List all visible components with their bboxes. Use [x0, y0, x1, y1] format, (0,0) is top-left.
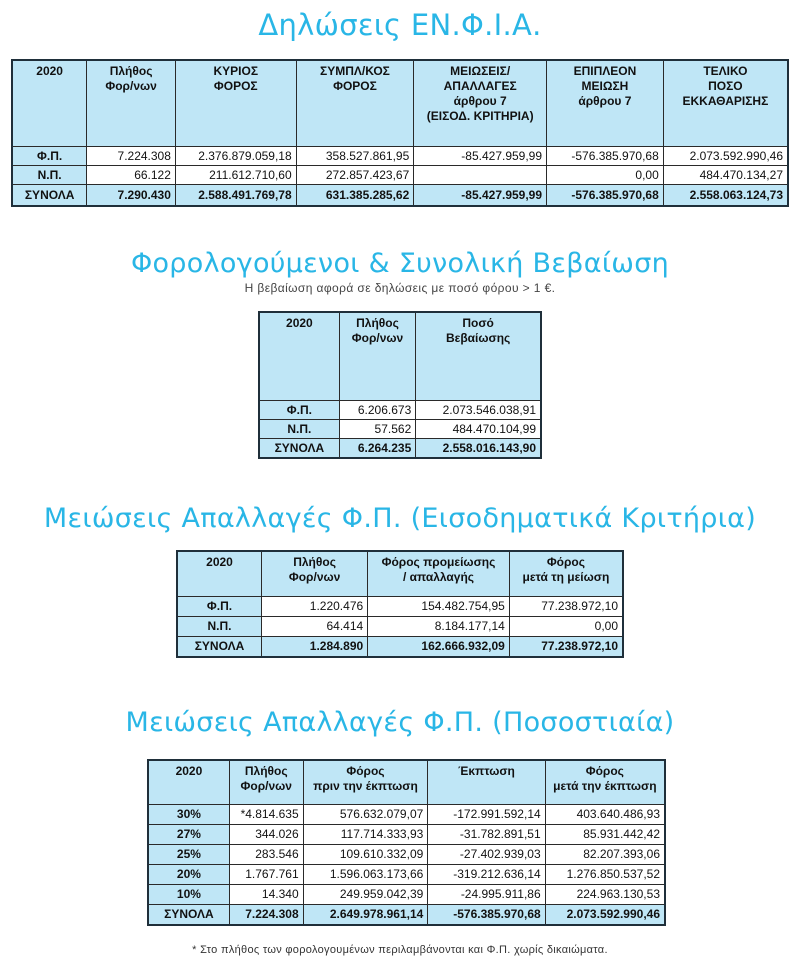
table-row	[259, 419, 541, 438]
column-header: Φόρος πριν την έκπτωση	[303, 760, 428, 804]
table-cell: 1.596.063.173,66	[303, 864, 428, 884]
total-cell: 77.238.972,10	[509, 636, 623, 657]
total-row	[148, 904, 665, 925]
row-label: Φ.Π.	[177, 596, 262, 616]
table-cell: *4.814.635	[229, 804, 303, 824]
column-header: Έκπτωση	[428, 760, 545, 804]
column-header: ΕΠΙΠΛΕΟΝ ΜΕΙΩΣΗ άρθρου 7	[547, 60, 664, 146]
table-cell: 283.546	[229, 844, 303, 864]
column-header: Φόρος προμείωσης / απαλλαγής	[368, 551, 510, 596]
column-header: Πλήθος Φορ/νων	[229, 760, 303, 804]
row-label: Ν.Π.	[259, 419, 339, 438]
row-label: 20%	[148, 864, 229, 884]
total-cell: 7.224.308	[229, 904, 303, 925]
column-header: 2020	[177, 551, 262, 596]
column-header: Φόρος μετά την έκπτωση	[545, 760, 665, 804]
section-title-income-criteria: Μειώσεις Απαλλαγές Φ.Π. (Εισοδηματικά Κριτήρια)	[43, 503, 757, 534]
row-label: 10%	[148, 884, 229, 904]
table-cell: 7.224.308	[87, 146, 176, 165]
table-cell: 272.857.423,67	[296, 165, 414, 184]
footnote: * Στο πλήθος των φορολογουμένων περιλαμβάνονται και Φ.Π. χωρίς δικαιώματα.	[192, 944, 608, 956]
table-cell: 0,00	[509, 616, 623, 636]
table-cell: 109.610.332,09	[303, 844, 428, 864]
total-cell: -576.385.970,68	[428, 904, 545, 925]
table-cell: 64.414	[262, 616, 368, 636]
column-header: ΣΥΜΠΛ/ΚΟΣ ΦΟΡΟΣ	[296, 60, 414, 146]
table-row	[12, 165, 788, 184]
section-title-enfia: Δηλώσεις ΕΝ.Φ.Ι.Α.	[258, 8, 542, 42]
row-label: Ν.Π.	[12, 165, 87, 184]
row-label: Φ.Π.	[259, 400, 339, 419]
column-header: Ποσό Βεβαίωσης	[416, 312, 541, 400]
total-cell: 2.073.592.990,46	[545, 904, 665, 925]
total-cell: 162.666.932,09	[368, 636, 510, 657]
table-cell: -85.427.959,99	[414, 146, 547, 165]
table-cell: 2.073.592.990,46	[663, 146, 788, 165]
column-header: ΤΕΛΙΚΟ ΠΟΣΟ ΕΚΚΑΘΑΡΙΣΗΣ	[663, 60, 788, 146]
total-cell: -576.385.970,68	[547, 184, 664, 206]
total-cell: 2.588.491.769,78	[175, 184, 296, 206]
table-cell: 66.122	[87, 165, 176, 184]
table-row	[12, 146, 788, 165]
table-cell: -319.212.636,14	[428, 864, 545, 884]
section-subtitle-note: Η βεβαίωση αφορά σε δηλώσεις με ποσό φόρου > 1 €.	[244, 281, 556, 295]
table-row	[148, 804, 665, 824]
column-header: ΜΕΙΩΣΕΙΣ/ ΑΠΑΛΛΑΓΕΣ άρθρου 7 (ΕΙΣΟΔ. ΚΡΙΤΗΡΙΑ)	[414, 60, 547, 146]
total-cell: 7.290.430	[87, 184, 176, 206]
table-row	[148, 844, 665, 864]
total-cell: 6.264.235	[339, 438, 416, 458]
table-row	[148, 864, 665, 884]
total-label: ΣΥΝΟΛΑ	[12, 184, 87, 206]
column-header: 2020	[259, 312, 339, 400]
total-row	[12, 184, 788, 206]
table-cell: -27.402.939,03	[428, 844, 545, 864]
table-cell: 1.767.761	[229, 864, 303, 884]
table-cell: 484.470.104,99	[416, 419, 541, 438]
column-header: 2020	[148, 760, 229, 804]
column-header: Πλήθος Φορ/νων	[262, 551, 368, 596]
income-criteria-reductions-table	[176, 550, 624, 658]
table-row	[259, 400, 541, 419]
table-row	[148, 884, 665, 904]
total-cell: 2.558.063.124,73	[663, 184, 788, 206]
column-header: 2020	[12, 60, 87, 146]
table-row	[177, 596, 623, 616]
total-label: ΣΥΝΟΛΑ	[148, 904, 229, 925]
percentage-reductions-table	[147, 759, 666, 926]
table-cell: 77.238.972,10	[509, 596, 623, 616]
table-cell: 224.963.130,53	[545, 884, 665, 904]
table-cell: -31.782.891,51	[428, 824, 545, 844]
table-cell: 358.527.861,95	[296, 146, 414, 165]
column-header: Πλήθος Φορ/νων	[339, 312, 416, 400]
table-cell: 576.632.079,07	[303, 804, 428, 824]
table-cell: 8.184.177,14	[368, 616, 510, 636]
table-cell: 2.376.879.059,18	[175, 146, 296, 165]
total-row	[177, 636, 623, 657]
table-cell: 82.207.393,06	[545, 844, 665, 864]
table-cell: 117.714.333,93	[303, 824, 428, 844]
table-cell: -172.991.592,14	[428, 804, 545, 824]
column-header: Φόρος μετά τη μείωση	[509, 551, 623, 596]
table-cell: 14.340	[229, 884, 303, 904]
table-cell: 344.026	[229, 824, 303, 844]
table-cell: 484.470.134,27	[663, 165, 788, 184]
total-cell: 1.284.890	[262, 636, 368, 657]
table-cell: 249.959.042,39	[303, 884, 428, 904]
table-cell: 85.931.442,42	[545, 824, 665, 844]
row-label: Φ.Π.	[12, 146, 87, 165]
table-cell: 1.276.850.537,52	[545, 864, 665, 884]
table-cell: -576.385.970,68	[547, 146, 664, 165]
enfia-declarations-table	[11, 59, 789, 207]
column-header: ΚΥΡΙΟΣ ΦΟΡΟΣ	[175, 60, 296, 146]
table-cell: 2.073.546.038,91	[416, 400, 541, 419]
table-row	[148, 824, 665, 844]
row-label: 27%	[148, 824, 229, 844]
total-cell: 2.649.978.961,14	[303, 904, 428, 925]
total-cell: -85.427.959,99	[414, 184, 547, 206]
total-label: ΣΥΝΟΛΑ	[177, 636, 262, 657]
table-cell: 403.640.486,93	[545, 804, 665, 824]
total-label: ΣΥΝΟΛΑ	[259, 438, 339, 458]
table-cell: -24.995.911,86	[428, 884, 545, 904]
table-cell	[414, 165, 547, 184]
total-cell: 2.558.016.143,90	[416, 438, 541, 458]
column-header: Πλήθος Φορ/νων	[87, 60, 176, 146]
table-row	[177, 616, 623, 636]
section-title-percentage: Μειώσεις Απαλλαγές Φ.Π. (Ποσοστιαία)	[125, 707, 675, 738]
row-label: 25%	[148, 844, 229, 864]
total-cell: 631.385.285,62	[296, 184, 414, 206]
row-label: Ν.Π.	[177, 616, 262, 636]
taxpayers-assessment-table	[258, 311, 542, 459]
table-cell: 211.612.710,60	[175, 165, 296, 184]
table-cell: 1.220.476	[262, 596, 368, 616]
section-title-taxpayers: Φορολογούμενοι & Συνολική Βεβαίωση	[130, 248, 670, 279]
table-cell: 154.482.754,95	[368, 596, 510, 616]
total-row	[259, 438, 541, 458]
table-cell: 0,00	[547, 165, 664, 184]
row-label: 30%	[148, 804, 229, 824]
table-cell: 6.206.673	[339, 400, 416, 419]
table-cell: 57.562	[339, 419, 416, 438]
